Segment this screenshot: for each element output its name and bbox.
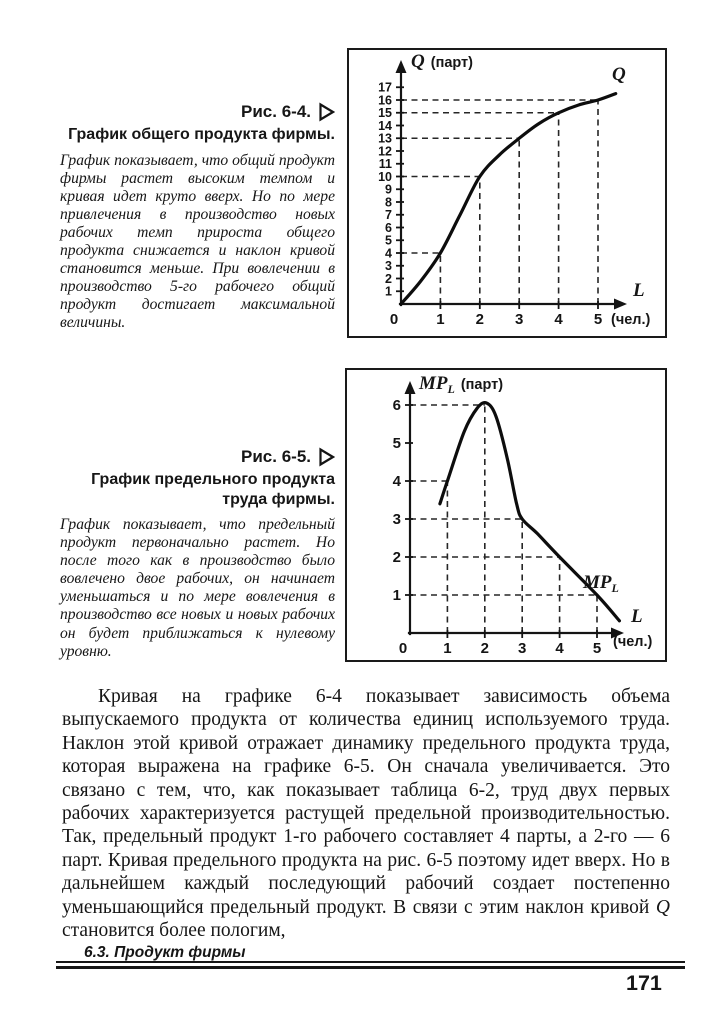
curve-label: Q	[612, 64, 626, 85]
svg-text:9: 9	[385, 182, 392, 197]
figure-pointer-icon	[318, 102, 335, 122]
q-symbol: Q	[655, 896, 670, 918]
figure-6-5-caption	[60, 447, 335, 661]
figure-description: График показывает, что предельный продукт первоначально растет. Но после того как в производство было вовлечено двое рабочих, он начинает уменьшаться и по мере вовлечения в производство все новых и новых рабочих он будет приближаться к нулевому уровню.	[60, 516, 335, 660]
page-number: 171	[626, 971, 662, 995]
svg-text:1: 1	[436, 311, 445, 328]
figure-description: График показывает, что общий продукт фирмы растет высоким темпом и кривая идет круто вверх. Но по мере привлечения в производство новых рабочих темп прироста общего продукта снижается и наклон кривой становится меньше. При вовлечении в производство 5-го рабочего общий продукт достигает максимальной величины.	[60, 151, 335, 332]
svg-text:5: 5	[392, 435, 401, 453]
figure-label: Рис. 6-5.	[241, 447, 311, 466]
svg-text:0: 0	[389, 311, 399, 328]
figure-6-5-chart	[345, 368, 667, 662]
svg-text:8: 8	[385, 195, 392, 210]
svg-text:2: 2	[480, 640, 489, 656]
figure-label: Рис. 6-4.	[241, 102, 311, 121]
svg-text:4: 4	[555, 640, 564, 656]
figure-label-row	[60, 102, 335, 122]
svg-text:11: 11	[378, 157, 392, 172]
svg-text:16: 16	[378, 93, 392, 108]
svg-text:3: 3	[385, 259, 392, 274]
figure-6-4-chart	[347, 48, 667, 338]
svg-text:3: 3	[515, 311, 524, 328]
svg-text:1: 1	[385, 284, 392, 299]
svg-text:4: 4	[385, 246, 392, 261]
svg-text:6: 6	[385, 220, 392, 235]
svg-text:13: 13	[378, 131, 392, 146]
body-text-before-q: Кривая на графике 6-4 показывает зависимость объема выпускаемого продукта от количества единиц используемого труда. Наклон этой кривой отражает динамику предельного продукта труда, которая выражена на графике 6-5. Он сначала увеличивается. Это связано с тем, что, как показывает таблица 6-2, труд двух первых рабочих характеризуется растущей предельной производительностью. Так, предельный продукт 1-го рабочего составляет 4 парты, а 2-го — 6 парт. Кривая предельного продукта на рис. 6-5 поэтому идет вверх. Но в дальнейшем каждый последующий рабочий создает постепенно уменьшающийся предельный продукт. В связи с этим наклон кривой	[62, 686, 670, 918]
body-text-after-q: становится более пологим,	[62, 920, 286, 942]
svg-text:6: 6	[392, 397, 401, 415]
figure-label-row	[60, 447, 335, 467]
x-axis-unit: (чел.)	[611, 312, 651, 328]
footer-section-label: 6.3. Продукт фирмы	[84, 944, 246, 961]
y-axis-label: $MP_L$ (парт)	[419, 373, 504, 397]
body-paragraph	[62, 685, 670, 942]
svg-text:1: 1	[392, 587, 401, 605]
svg-text:12: 12	[378, 144, 392, 159]
svg-text:4: 4	[392, 473, 401, 491]
svg-text:14: 14	[378, 118, 392, 133]
chart-canvas-6-4	[349, 50, 661, 332]
svg-text:15: 15	[378, 106, 392, 121]
curve-label: $MP_L$	[583, 572, 619, 596]
x-axis-unit: (чел.)	[613, 634, 653, 650]
svg-text:5: 5	[592, 640, 602, 656]
svg-text:0: 0	[398, 640, 408, 656]
footer-rule-thin	[56, 961, 685, 963]
svg-text:5: 5	[593, 311, 603, 328]
svg-text:5: 5	[385, 233, 392, 248]
svg-text:7: 7	[385, 208, 392, 223]
y-axis-label: Q (парт)	[411, 51, 473, 72]
figure-title: График предельного продукта труда фирмы.	[91, 471, 335, 508]
figure-pointer-icon	[318, 447, 335, 467]
x-axis-label: L	[633, 280, 645, 301]
svg-text:3: 3	[392, 511, 401, 529]
figure-title: График общего продукта фирмы.	[68, 126, 335, 143]
figure-6-4-caption	[60, 102, 335, 332]
svg-text:2: 2	[392, 549, 401, 567]
svg-text:17: 17	[378, 80, 392, 95]
x-axis-label: L	[631, 606, 643, 627]
svg-text:10: 10	[378, 169, 392, 184]
svg-text:2: 2	[385, 271, 392, 286]
svg-text:2: 2	[475, 311, 484, 328]
svg-text:1: 1	[443, 640, 452, 656]
svg-text:3: 3	[518, 640, 527, 656]
footer-rule-thick	[56, 966, 685, 969]
chart-canvas-6-5	[347, 370, 661, 656]
svg-text:4: 4	[554, 311, 563, 328]
